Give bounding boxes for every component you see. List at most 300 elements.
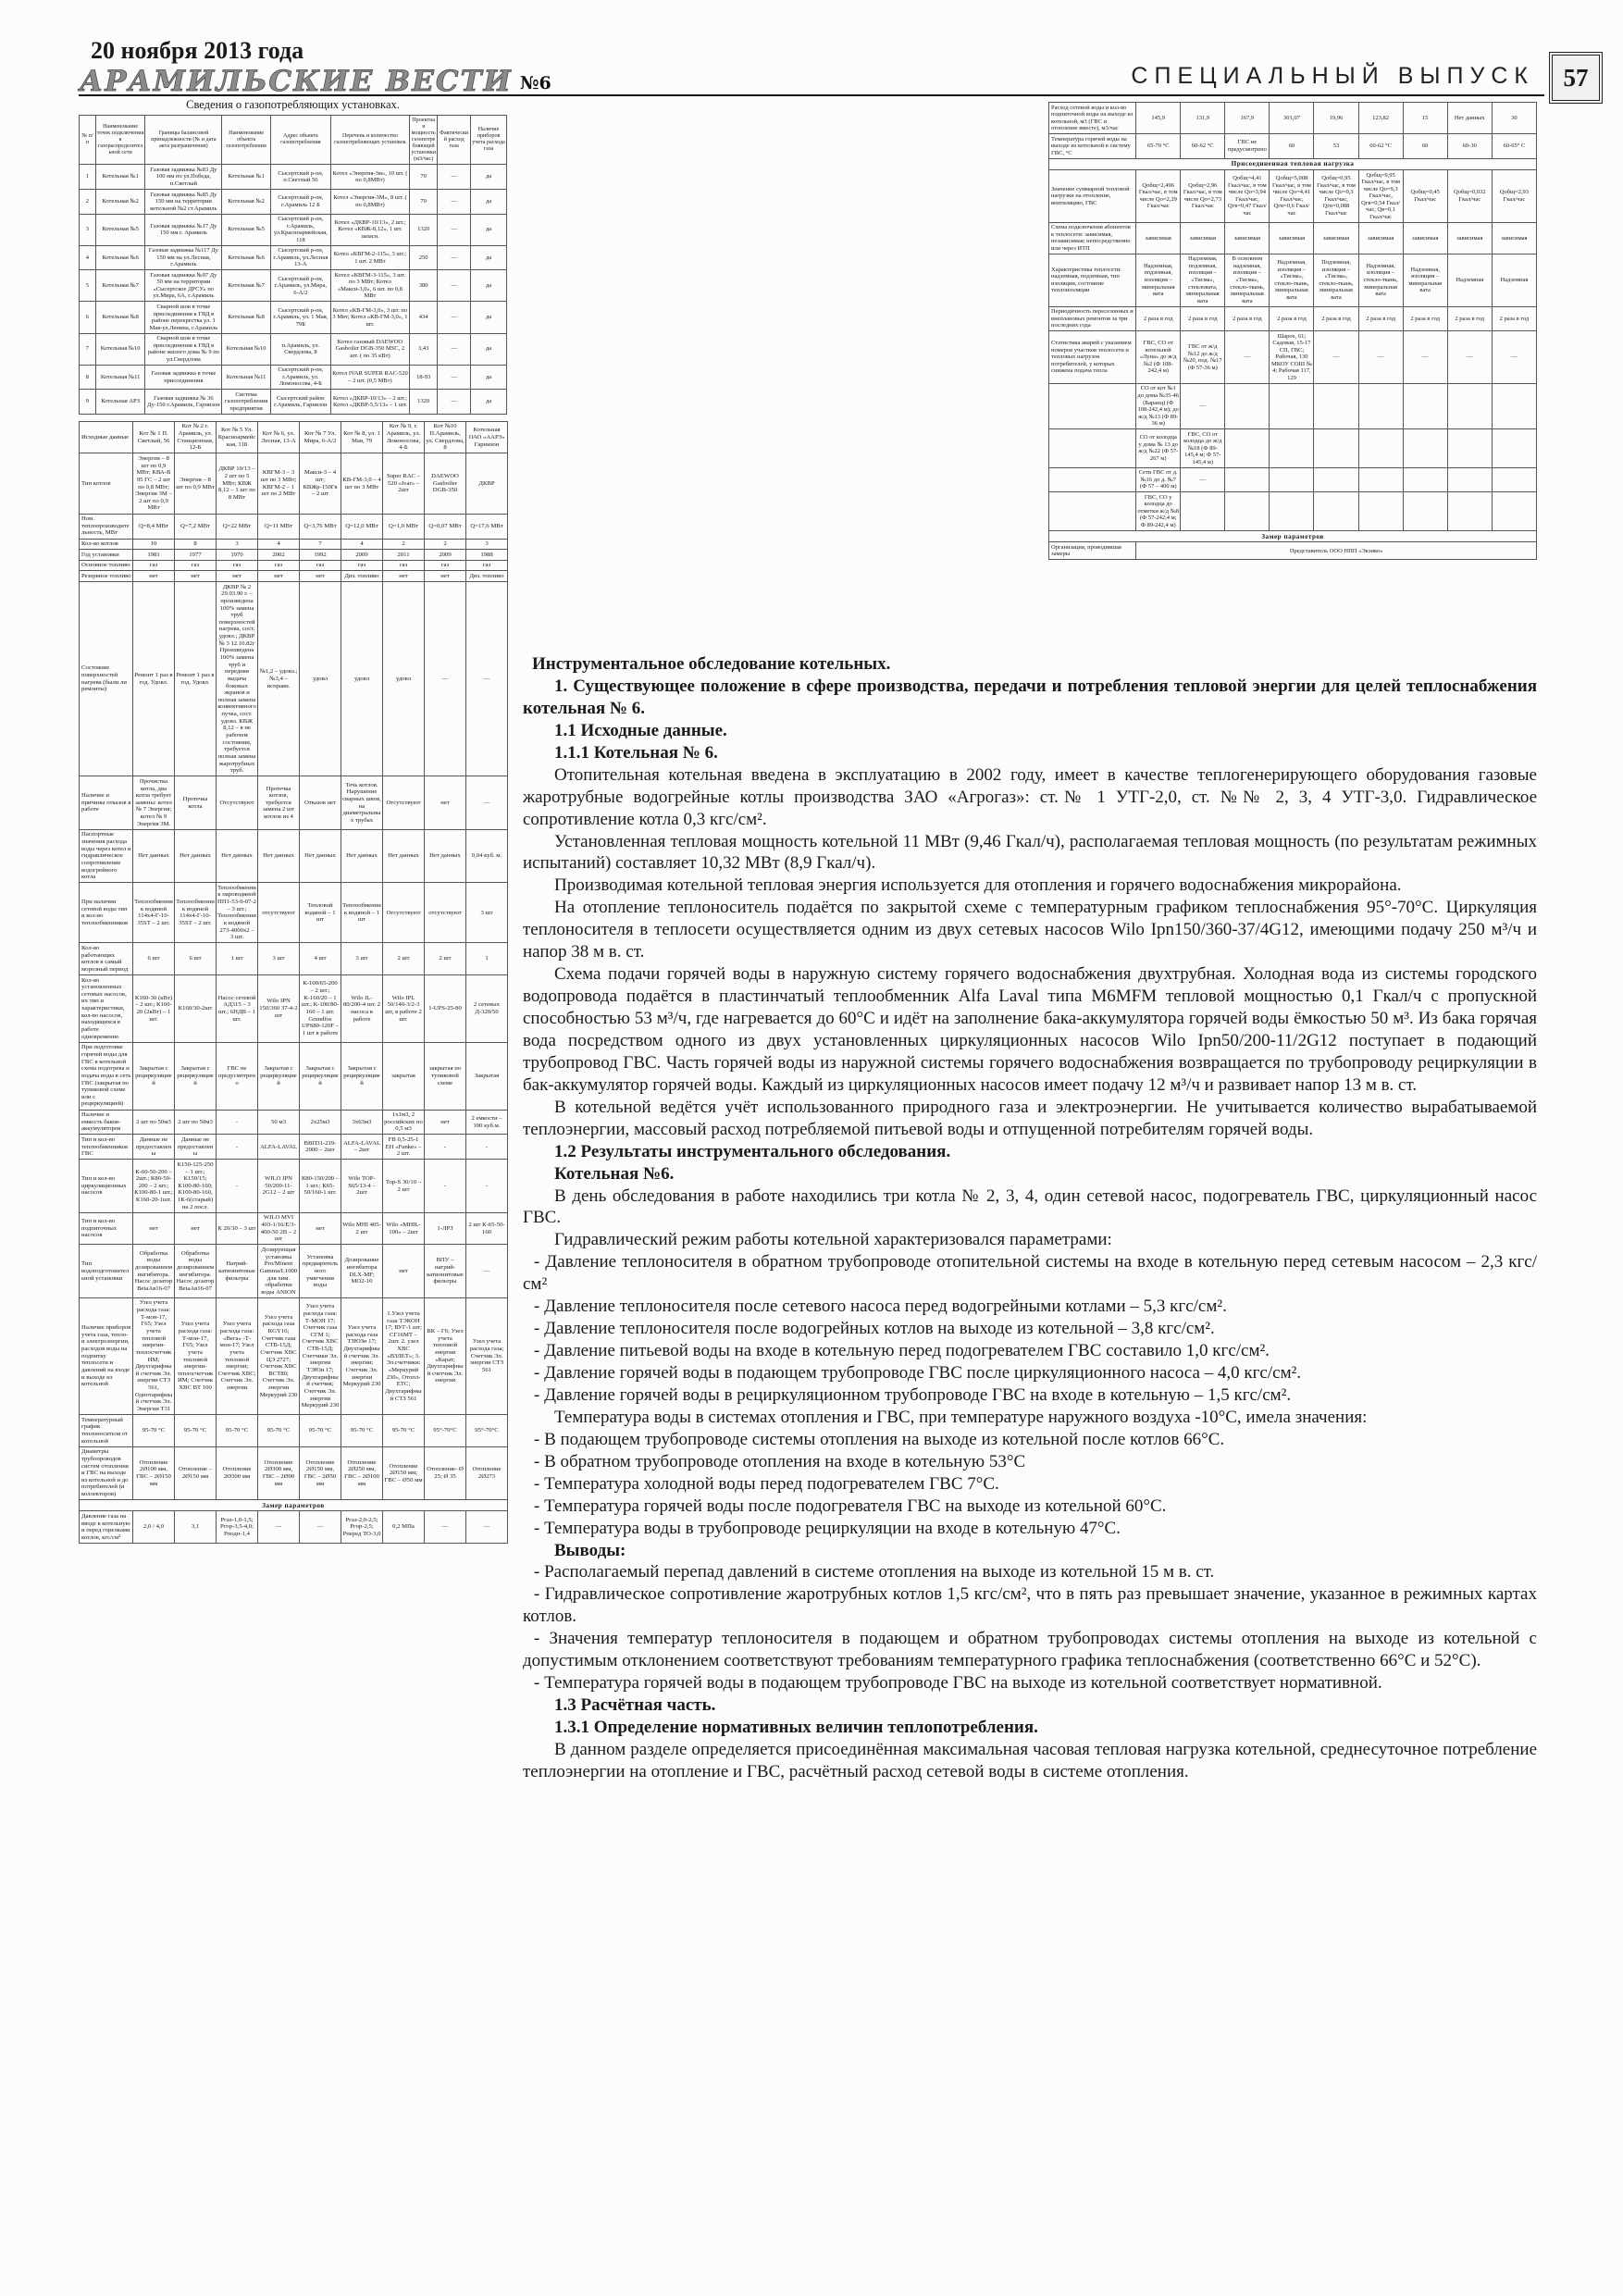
column-header: № п/п [80, 116, 96, 165]
cell: Надземная, изоляция – «Тисма», стекло-ткань, минеральная вата [1270, 254, 1314, 306]
column-header: Наименование объекта газопотребления [222, 116, 270, 165]
boiler-continuation-table [1048, 102, 1537, 560]
cell: 167,9 [1225, 103, 1270, 134]
cell: Сварной шов в точке присоединения к ГВД в районе жилого дома № 9 по ул.Свердлова [145, 333, 222, 365]
table-row [80, 1500, 508, 1511]
cell: газ [425, 560, 466, 571]
cell: 2 раза в год [1225, 306, 1270, 331]
cell: Отсутствуют [383, 883, 425, 943]
cell: Надземная, подземная, изоляция – «Тисма», стекловата, минеральная вата [1181, 254, 1225, 306]
cell: Сысертский р-он, г.Арамиль, ул. 1 Мая, 79Б [270, 302, 330, 333]
cell: 3 шт [258, 943, 300, 975]
cell: — [438, 214, 471, 245]
paragraph: В данном разделе определяется присоединённая максимальная часовая тепловая нагрузка котельной, среднесуточное потребление теплоэнергии на отопление и ГВС, расчётный расход сетевой воды в системе отопления. [523, 1739, 1537, 1781]
row-label: Схема подключения абонентов к теплосети: зависимая, независимая; непосредственно или через ИТП [1049, 222, 1136, 254]
cell: Qобщ=5,008 Гкал/час, в том числе Qо=4,41 Гкал/час, Qгв=0,6 Гкал/час [1270, 170, 1314, 223]
column-header: Наименование точек подключения к газораспределительной сети [95, 116, 145, 165]
cell: Котельная №7 [222, 270, 270, 302]
list-item: - Значения температур теплоносителя в подающем и обратном трубопроводах системы отопления на выходе из котельной с допустимым отклонением соответствуют требованиям температурного графика теплоснабжения (соответственно 66°С и 52°С). [523, 1629, 1537, 1671]
cell: К-100/65-200 – 2 шт.; К-160/20 – 1 шт.; К-100/80-160 – 1 шт. Grundfos UPS80-120F – 1 шт в работе [300, 975, 341, 1043]
list-item: - Давление питьевой воды на входе в котельную перед подогревателем ГВС составило 1,0 кгс/см². [534, 1341, 1270, 1361]
cell [1447, 429, 1492, 468]
cell: 60-65° С [1492, 134, 1536, 159]
cell: 60 [1403, 134, 1447, 159]
cell [1492, 467, 1536, 492]
row-label: Температурный график теплоносителя от котельной [80, 1415, 133, 1447]
cell: Кот № 5 Ул. Красноармейская, 118 [217, 421, 258, 453]
cell: — [1181, 383, 1225, 428]
cell: — [438, 365, 471, 390]
cell: 131,9 [1181, 103, 1225, 134]
row-label: Наличие и емкость баков-аккумуляторов [80, 1110, 133, 1135]
cell: Котел «ДКВР-10/13», 2 шт.; Котел «КВЖ-8,12», 1 шт. запасн. [330, 214, 409, 245]
cell: нет [425, 571, 466, 582]
cell: Закрытая с рециркуляцией [175, 1042, 217, 1110]
masthead [80, 65, 551, 98]
paragraph: В котельной ведётся учёт использованного природного газа и электроэнергии. Не учитывается количество вырабатываемой теплоэнергии, массовый расход потребляемой питьевой воды и отпущенной потребителям горячей воды. [523, 1097, 1537, 1139]
cell: 3 [466, 539, 508, 550]
cell [1358, 383, 1403, 428]
cell: Отопление – 2Ø150 мм [175, 1446, 217, 1499]
row-label: Характеристика теплосети: надземная, подземная, тип изоляции, состояние теплоизоляции [1049, 254, 1136, 306]
cell: 3,43 [409, 333, 437, 365]
cell: Wilo IPL 50/140-3/2-3 шт, в работе 2 шт. [383, 975, 425, 1043]
cell: Нет данных [1447, 103, 1492, 134]
cell: Система газопотребления предприятия [222, 390, 270, 415]
cell: Q=7,2 МВт [175, 514, 217, 539]
cell [1225, 467, 1270, 492]
cell: Протечка котла [175, 776, 217, 829]
cell: Надземная, изоляция – минеральная вата [1403, 254, 1447, 306]
cell: удовл [341, 582, 383, 776]
cell: Тепловой водяной – 1 шт [300, 883, 341, 943]
list-item: - Давление теплоносителя после водогрейных котлов на выходе из котельной – 3,8 кгс/см². [534, 1319, 1215, 1339]
cell: Узел учета расхода газа: «Вега» -Т-мон-17; Узел учета тепловой энергии; Счетчик ХВС; Счетчик Эл. энергии [217, 1297, 258, 1414]
cell: нет [133, 1212, 175, 1245]
cell: зависимая [1403, 222, 1447, 254]
cell: 2 раза в год [1136, 306, 1181, 331]
cell: зависимая [1492, 222, 1536, 254]
table-row [80, 1160, 508, 1212]
cell: Обработка воды дозированием ингибитора. Насос дозатор BetaAв16-07 [133, 1245, 175, 1297]
cell: Кот № 2 г. Арамиль, ул. Станционная, 12-Б [175, 421, 217, 453]
sub-heading: 1.3.1 Определение нормативных величин теплопотребления. [554, 1718, 1038, 1737]
cell: 50 м3 [258, 1110, 300, 1135]
cell: — [425, 582, 466, 776]
paragraph: Установленная тепловая мощность котельной 11 МВт (9,46 Гкал/ч), располагаемая тепловая мощность (по результатам режимных испытаний) составляет 10,32 МВт (8,9 Гкал/ч). [523, 831, 1537, 874]
table-row [80, 245, 507, 270]
cell: Сети ГВС от д. №16 до д. №7 (Ф 57 – 400 м) [1136, 467, 1181, 492]
cell: 1 шт [217, 943, 258, 975]
cell: отсутствуют [258, 883, 300, 943]
table-row [80, 1110, 508, 1135]
cell: WILO MVI 403-1/16/Е/3-400-50 2В – 2 шт [258, 1212, 300, 1245]
cell: 145,9 [1136, 103, 1181, 134]
cell: 2 раза в год [1447, 306, 1492, 331]
cell: Надземная, подземная, изоляция – минеральная вата [1136, 254, 1181, 306]
cell: да [471, 390, 507, 415]
table-row [80, 453, 508, 514]
cell: Газовая задвижка №97 Ду 50 мм на территории «Сысертское ДРСУ» по ул.Мира, 6А, г.Арамиль [145, 270, 222, 302]
sub-heading: 1.2 Результаты инструментального обследования. [554, 1141, 951, 1161]
cell: DAEWOO Gasboiler DGB-350 [425, 453, 466, 514]
cell: Котел «Энергия-3М», 8 шт. ( по 0,8МВт) [330, 190, 409, 215]
table-row [80, 365, 507, 390]
cell [1447, 383, 1492, 428]
cell: Узел учета расхода газа: Т-мон-17, Г65; Узел учета тепловой энергии-теплосчетчик ИМ; Счетчик ХВС ВТ 100 [175, 1297, 217, 1414]
cell: 0,2 МПа [383, 1511, 425, 1544]
cell: 6 [80, 302, 96, 333]
cell: 18-93 [409, 365, 437, 390]
cell: — [1447, 331, 1492, 384]
cell [1447, 467, 1492, 492]
cell: Wilo «MHIL-100» – 2шт [383, 1212, 425, 1245]
paragraph: В день обследования в работе находились три котла № 2, 3, 4, один сетевой насос, подогреватель ГВС, циркуляционный насос ГВС. [523, 1185, 1537, 1228]
row-label: Состояние поверхностей нагрева (были ли ремонты) [80, 582, 133, 776]
list-item: - Температура воды в трубопроводе рециркуляции на входе в котельную 47°С. [534, 1518, 1121, 1538]
cell: 2 [425, 539, 466, 550]
cell: — [1181, 467, 1225, 492]
cell: Top-S 30/10 – 2 шт [383, 1160, 425, 1212]
cell: Кот № 1 П. Светлый, 56 [133, 421, 175, 453]
table-row [80, 1511, 508, 1544]
cell: Теплообменник водяной – 1 шт [341, 883, 383, 943]
cell: Прочистка котла, два котла требует замены: котел № 7 Энергия; котел № 9 Энергия 3М. [133, 776, 175, 829]
table-row [80, 214, 507, 245]
cell: К80-150/200 – 1 шт.; К65-50/160-1 шт. [300, 1160, 341, 1212]
row-label: Периодичность пересезонных и внеплановых ремонтов за три последних года [1049, 306, 1136, 331]
cell: да [471, 365, 507, 390]
cell: Газовая задвижка №83 Ду 100 мм по ул.Победа, п.Светлый [145, 165, 222, 190]
cell: 2 раза в год [1270, 306, 1314, 331]
cell: Отсутствуют [383, 776, 425, 829]
cell: 60-62 °С [1181, 134, 1225, 159]
cell: 60-30 [1447, 134, 1492, 159]
cell: Сварной шов в точке присоединения к ГВД в районе перекрестка ул. 1 Мая-ул.Ленина, г.Арамиль [145, 302, 222, 333]
cell: Сысертский р-он, г.Арамиль 12 Б [270, 190, 330, 215]
cell: Кот № 8, ул. 1 Мая, 79 [341, 421, 383, 453]
cell: Отопление 2Ø100 мм, ГВС – 2Ø150 мм [133, 1446, 175, 1499]
cell: Данные не предоставлены [175, 1135, 217, 1160]
row-label: Тип и кол-во теплообменников ГВС [80, 1135, 133, 1160]
row-label [1049, 429, 1136, 468]
cell: да [471, 245, 507, 270]
cell: 2 раза в год [1492, 306, 1536, 331]
cell: 2 раза в год [1314, 306, 1358, 331]
cell: К 20/30 – 3 шт [217, 1212, 258, 1245]
cell: — [438, 390, 471, 415]
table-row [1049, 158, 1537, 169]
cell: Котельная №8 [95, 302, 145, 333]
table-row [1049, 531, 1537, 542]
row-label: Статистика аварий с указанием номеров участков теплосети и тепловых нагрузок потребителей, у которых снижена подача тепла [1049, 331, 1136, 384]
cell: ГВС, СО у колодца до отметки ж/д №8 (Ф 57-242,4 м; Ф 89-242,4 м) [1136, 492, 1181, 531]
table-row [80, 550, 508, 561]
cell: ГВС, СО от колодца до ж/д №18 (Ф 89-145,4 м; Ф 57-145,4 м) [1181, 429, 1225, 468]
table-row [80, 975, 508, 1043]
table-row [1049, 170, 1537, 223]
cell: Q=8,4 МВт [133, 514, 175, 539]
cell: — [466, 1511, 508, 1544]
sub-heading: 1.1.1 Котельная № 6. [554, 742, 718, 763]
cell: п.Арамиль, ул. Свердлова, 8 [270, 333, 330, 365]
section-band: Присоединенная тепловая нагрузка [1049, 158, 1537, 169]
row-label: Давление газа на вводе в котельную и перед горелками котлов, кгс/см² [80, 1511, 133, 1544]
cell: - [217, 1160, 258, 1212]
cell: 95°-70°С [425, 1415, 466, 1447]
cell: зависимая [1225, 222, 1270, 254]
cell [1314, 383, 1358, 428]
cell: Котельная №2 [95, 190, 145, 215]
cell: Ремонт 1 раз в год. Удовл. [175, 582, 217, 776]
row-label: Ном. теплопроизводительность, МВт [80, 514, 133, 539]
cell [1270, 467, 1314, 492]
cell: 2 [80, 190, 96, 215]
cell [1403, 383, 1447, 428]
cell: Надземная [1447, 254, 1492, 306]
cell: Теплообменник водяной 114х4-Г-10-35ST – 2 шт. [133, 883, 175, 943]
cell: - [425, 1160, 466, 1212]
cell: Газовая задвижка №85 Ду 150 мм на территории котельной №2 ст.Арамиль [145, 190, 222, 215]
row-label: Кол-во работающих котлов в самый морозный период [80, 943, 133, 975]
cell: да [471, 333, 507, 365]
list-item: - Давление теплоносителя после сетевого насоса перед водогрейными котлами – 5,3 кгс/см². [534, 1297, 1227, 1317]
column-header: Адрес объекта газопотребления [270, 116, 330, 165]
cell: — [1492, 331, 1536, 384]
cell: нет [258, 571, 300, 582]
cell: удовл [300, 582, 341, 776]
cell: 30 [1492, 103, 1536, 134]
cell: 8 [80, 365, 96, 390]
cell: Отопление 2Ø300 мм, ГВС – 2Ø90 мм [258, 1446, 300, 1499]
cell [1403, 492, 1447, 531]
cell: Котельная №8 [222, 302, 270, 333]
table-row [80, 1297, 508, 1414]
cell: ГВС от ж/д №12 до ж/д №20, под. №17 (Ф 57-36 м) [1181, 331, 1225, 384]
list-item: - В подающем трубопроводе системы отопления на выходе из котельной после котлов 66°С. [534, 1429, 1225, 1449]
cell: Котельная АРЗ [95, 390, 145, 415]
cell: СО от колодца у дома № 13 до ж/д №22 (Ф 57-267 м) [1136, 429, 1181, 468]
table-row [80, 1446, 508, 1499]
cell: 60 [1270, 134, 1314, 159]
left-column [79, 98, 507, 1544]
cell: 5 [80, 270, 96, 302]
cell: 95-70 °С [175, 1415, 217, 1447]
list-item: - Давление горячей воды в рециркуляционном трубопроводе ГВС на входе в котельную – 1,5 кгс/см². [534, 1384, 1292, 1405]
column-header: Перечень и количество газопотребляющих установок [330, 116, 409, 165]
special-issue-label: СПЕЦИАЛЬНЫЙ ВЫПУСК [1131, 63, 1534, 89]
cell: — [438, 270, 471, 302]
cell: Надземная [1492, 254, 1536, 306]
cell: Wilo TOP-S65/13-4 – 2шт [341, 1160, 383, 1212]
cell: 4 [341, 539, 383, 550]
cell: Закрытая с рециркуляцией [258, 1042, 300, 1110]
cell: зависимая [1181, 222, 1225, 254]
cell: Котельная №6 [95, 245, 145, 270]
cell: Ремонт 1 раз в год. Удовл. [133, 582, 175, 776]
cell: WILO IPN 50/200-11-2G12 – 2 шт [258, 1160, 300, 1212]
cell: 2009 [425, 550, 466, 561]
paragraph: Температура воды в системах отопления и ГВС, при температуре наружного воздуха -10°С, имела значения: [554, 1407, 1368, 1427]
cell [1447, 492, 1492, 531]
cell: Отказов нет [300, 776, 341, 829]
cell: 10 [133, 539, 175, 550]
cell: Отопление 2Ø300 мм [217, 1446, 258, 1499]
table-row [80, 421, 508, 453]
paragraph: Схема подачи горячей воды в наружную систему горячего водоснабжения двухтрубная. Холодная вода из системы городского водопровода подаётся в пластинчатый теплообменник Alfa Laval типа M6MFM тепловой мощностью 0,1 Гкал/ч с пропускной способностью 53 м³/ч, где нагревается до 60°С и идёт на заполнение бака-аккумулятора горячей воды ёмкостью 50 м³. Из бака горячая вода посредством одного из двух установленных циркуляционных насосов Wilo Ipn50/200-11/2G12 поступает в подающий трубопровод ГВС. Часть горячей воды из наружной системы горячего водоснабжения возвращается по трубопроводу рециркуляции в бак-аккумулятор горячей воды. Каждый из циркуляционных насосов имеет подачу 12 м³/ч и развивает напор 13 м в. ст. [523, 964, 1537, 1095]
cell: — [1358, 331, 1403, 384]
cell [1225, 429, 1270, 468]
cell: Надземная, изоляция – стекло-ткань, минеральная вата [1358, 254, 1403, 306]
cell [1270, 429, 1314, 468]
cell: ДКВР 10/13 – 2 шт по 5 МВт; КВЖ 8,12 – 1 шт по 8 МВт [217, 453, 258, 514]
cell: — [466, 582, 508, 776]
cell: Нет данных [258, 829, 300, 882]
cell: FB 0,5-25-1 ЕН «Funke» – 2 шт. [383, 1135, 425, 1160]
cell: ALFA-LAVAL – 2шт [341, 1135, 383, 1160]
cell [1181, 492, 1225, 531]
cell: 3 [217, 539, 258, 550]
table-row [1049, 134, 1537, 159]
cell: 95-70 °С [258, 1415, 300, 1447]
cell: Qобщ=2,93 Гкал/час [1492, 170, 1536, 223]
cell: - [217, 1110, 258, 1135]
row-label: При подготовке горячей воды для ГВС в котельной схема подогрева и подача воды в сеть ГВС (закрытая по тупиковой схеме или с рециркуляцией) [80, 1042, 133, 1110]
article-title: Инструментальное обследование котельных. [532, 654, 891, 674]
table-row [80, 571, 508, 582]
row-label: Диаметры трубопроводов систем отопления и ГВС на выходе из котельной и до потребителей (и коллекторов) [80, 1446, 133, 1499]
gas-table-header-row [80, 116, 507, 165]
table-row [80, 776, 508, 829]
row-label: Значение суммарной тепловой нагрузки на отопление, вентиляцию, ГВС [1049, 170, 1136, 223]
cell [1358, 492, 1403, 531]
cell: Кот № 9, г. Арамиль, ул. Ломоносова, 4-Б [383, 421, 425, 453]
cell: Дозирующая установка Pro/Minent Gamma/L1000 для хим. обработки воды ANION [258, 1245, 300, 1297]
cell: 1981 [133, 550, 175, 561]
cell: 1.Узел учета газа ТЭКОН 17; ВУГ-1 шт; СГ16МТ – 2шт. 2. узел ХВС «ВЗЛЕТ»; 3. Эл.счетчики: «Меркурий 230», Отопл-ЕТС; Двухтарифный СТЗ 561 [383, 1297, 425, 1414]
cell: К-60-50-200 – 2шт.; К80-50-200 – 2 шт.; К100-80-1 шт.; К160-20-1шт. [133, 1160, 175, 1212]
cell: зависимая [1270, 222, 1314, 254]
cell: К150-125-250 – 1 шт.; К150/15; К100-80-160; К100-80-160, 1К-6(старый) на 2 посл. [175, 1160, 217, 1212]
cell: Насос сетевой АД315 – 3 шт.; 6НДВ – 1 шт. [217, 975, 258, 1043]
table-row [80, 829, 508, 882]
cell: Wilo IL-80/200-4 шт. 2 насоса в работе [341, 975, 383, 1043]
cell: зависимая [1447, 222, 1492, 254]
cell: Котельная №7 [95, 270, 145, 302]
cell: Q=22 МВт [217, 514, 258, 539]
cell: 2009 [341, 550, 383, 561]
cell: Котельная №10 [222, 333, 270, 365]
row-label: Кол-во котлов [80, 539, 133, 550]
cell: Узел учета расхода газа; Счетчик Эл. энергии СТЗ 561 [466, 1297, 508, 1414]
cell: Теплообменник водяной 114х4-Г-10-35ST – 2 шт. [175, 883, 217, 943]
row-label: Организация, проводившая замеры [1049, 542, 1136, 560]
table-row [1049, 542, 1537, 560]
cell: 2 раза в год [1181, 306, 1225, 331]
cell: Кот № 6, ул. Лесная, 13-А [258, 421, 300, 453]
cell: — [438, 165, 471, 190]
cell: Узел учета расхода газа: Т-МОН 17; Счетчик газа СГМ 1; Счетчик ХВС СТВ-15Д; Счетчики Эл. энергии ТЭЮн 17; Двухтарифный счетчик; Счетчик Эл. энергии Меркурий 230 [300, 1297, 341, 1414]
table-row [80, 270, 507, 302]
cell [1314, 429, 1358, 468]
table-row [80, 883, 508, 943]
table-row [80, 560, 508, 571]
cell [1403, 429, 1447, 468]
cell: 6 шт [133, 943, 175, 975]
cell: ГВС, СО от котельной «Луна» до ж/д №2 (Ф 108-242,4 м) [1136, 331, 1181, 384]
row-label: Температура горячей воды на выходе из котельной в систему ГВС, °С [1049, 134, 1136, 159]
cell: 2011 [383, 550, 425, 561]
cell: Котельная ОАО «ААРЗ» Гарнизон [466, 421, 508, 453]
cell: Qобщ=0,95 Гкал/час, в том числе Qо=0,3 Гкал/час, Qгв=0,088 Гкал/час [1314, 170, 1358, 223]
cell: Котел «ДКВР-10/13» – 2 шт.; Котел «ДКВР-5,5/13» – 1 шт. [330, 390, 409, 415]
cell: Узел учета расхода газа RGY16; Счетчик газа СТВ-15Д; Счетчик ХВС ЦЭ 2727; Счетчик ХВС ВСТ80; Счетчик Эл. энергии Меркурий 230 [258, 1297, 300, 1414]
list-item: - Давление горячей воды в подающем трубопроводе ГВС после циркуляционного насоса – 4,0 кгс/см². [534, 1363, 1302, 1383]
cell: 3 [80, 214, 96, 245]
cell: Газовая задвижка №17 Ду 150 мм г. Арамиль [145, 214, 222, 245]
table-row [1049, 222, 1537, 254]
cell: 3 шт [466, 883, 508, 943]
cell: - [425, 1135, 466, 1160]
cell: 95-70 °С [341, 1415, 383, 1447]
cell: 53 [1314, 134, 1358, 159]
cell: 2 шт [425, 943, 466, 975]
cell [1270, 492, 1314, 531]
table-row [80, 390, 507, 415]
paragraph: Отопительная котельная введена в эксплуатацию в 2002 году, имеет в качестве теплогенерирующего оборудования газовые жаротрубные водогрейные котлы производства ЗАО «Агрогаз»: ст.№ 1 УТГ-2,0, ст. №№ 2, 3, 4 УТГ-3,0. Гидравлическое сопротивление котла 0,3 кгс/см². [523, 764, 1537, 829]
table-row [1049, 306, 1537, 331]
cell: газ [383, 560, 425, 571]
cell: - [217, 1135, 258, 1160]
section-band: Замер параметров [80, 1500, 508, 1511]
cell: ДКВР [466, 453, 508, 514]
boiler-comparison-table [79, 421, 508, 1544]
table-row [80, 1212, 508, 1245]
cell: Шарох, 61; Садовая, 15-17 СП, ГВС; Рабочая, 130 МКОУ СОШ № 4; Рабочая 117, 129 [1270, 331, 1314, 384]
inspection-article [523, 653, 1537, 1783]
row-label: Тип и кол-во подпиточных насосов [80, 1212, 133, 1245]
row-label: Наличие и причины отказов в работе [80, 776, 133, 829]
cell: нет [175, 1212, 217, 1245]
cell: нет [300, 1212, 341, 1245]
table-row [1049, 492, 1537, 531]
cell: 2 раза в год [1403, 306, 1447, 331]
cell: нет [133, 571, 175, 582]
cell: Q=17,6 МВт [466, 514, 508, 539]
cell: Котел IVAR SUPER RAC-520 – 2 шт. (0,5 МВт) [330, 365, 409, 390]
cell: ГВС не предусмотрено [217, 1042, 258, 1110]
row-label: Исходные данные [80, 421, 133, 453]
cell: Сысертский р-он, г.Арамиль, ул.Красноармейская, 118 [270, 214, 330, 245]
cell: — [258, 1511, 300, 1544]
cell: зависимая [1358, 222, 1403, 254]
row-label [1049, 492, 1136, 531]
cell: нет [383, 1245, 425, 1297]
cell: 95-70 °С [300, 1415, 341, 1447]
list-item: - Температура горячей воды после подогревателя ГВС на выходе из котельной 60°С. [534, 1496, 1167, 1516]
row-label: Паспортные значения расхода воды через котел и гидравлическое сопротивление водогрейного котла [80, 829, 133, 882]
cell: Отсутствуют [217, 776, 258, 829]
table-row [80, 190, 507, 215]
row-label: Тип котлов [80, 453, 133, 514]
cell: Энергия – 8 шт по 0,9 МВт; КВА-В 95 ГС – 2 шт по 0,8 МВт; Энергия 3М – 2 шт по 0,9 МВт [133, 453, 175, 514]
table-row [1049, 467, 1537, 492]
cell: 4 шт [300, 943, 341, 975]
cell [1225, 383, 1270, 428]
cell: Течь котлов. Нарушение сварных швов, на диаметральных трубах [341, 776, 383, 829]
cell [1225, 492, 1270, 531]
cell: Обработка воды дозированием ингибитора. Насос дозатор BetaAв16-07 [175, 1245, 217, 1297]
